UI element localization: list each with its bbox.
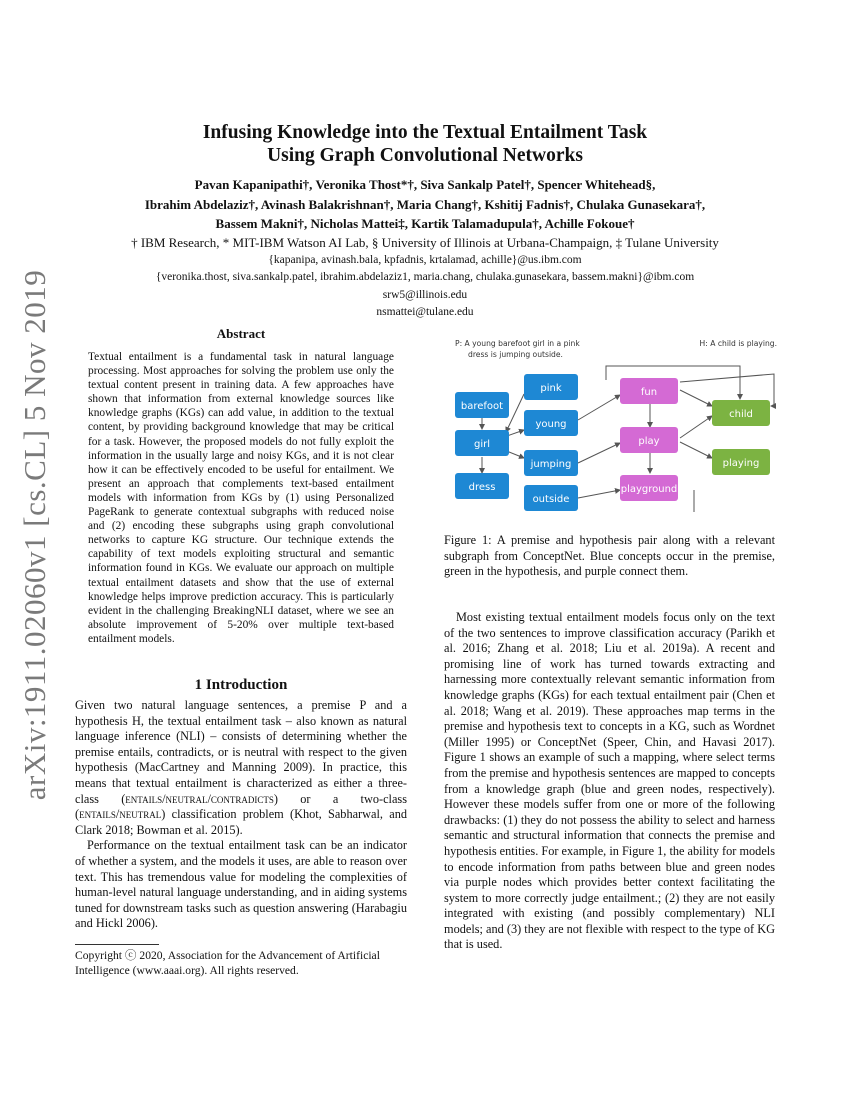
figure-premise-label: P: A young barefoot girl in a pink xyxy=(455,339,580,348)
edge-play-child xyxy=(680,416,712,438)
node-fun-label: fun xyxy=(640,387,658,398)
title-line-1: Infusing Knowledge into the Textual Entailment Task xyxy=(202,122,648,143)
copyright-footnote: Copyright ⓒ 2020, Association for the Advancement of Artificial Intelligence (www.aaai.org). All rights reserved. xyxy=(75,949,380,977)
authors-line-3: Bassem Makni†, Nicholas Mattei‡, Kartik Talamadupula†, Achille Fokoue† xyxy=(215,216,635,231)
affiliations xyxy=(75,234,775,322)
footnote-rule xyxy=(75,944,159,945)
edge-fun-child xyxy=(680,390,712,406)
right-column-body xyxy=(444,610,775,953)
arxiv-sidebar xyxy=(10,269,60,801)
node-play-label: play xyxy=(638,436,660,447)
author-list xyxy=(75,175,775,234)
figure-premise-label-2: dress is jumping outside. xyxy=(468,350,563,359)
abstract-heading: Abstract xyxy=(216,326,266,341)
edge-outside-playground xyxy=(578,490,620,498)
email-line-4: nsmattei@tulane.edu xyxy=(376,306,474,318)
edge-young-fun xyxy=(578,395,620,420)
intro-p1-classes-three: entails/neutral/contradicts xyxy=(125,791,274,806)
authors-line-2: Ibrahim Abdelaziz†, Avinash Balakrishnan†, Maria Chang†, Kshitij Fadnis†, Chulaka Gunasekara†, xyxy=(144,196,706,212)
intro-p1-text-c: ) classification problem (Khot, Sabharwal, and Clark 2018; Bowman et al. 2015). xyxy=(75,807,407,837)
edge-jumping-play xyxy=(578,443,620,463)
edge-play-playing xyxy=(680,442,712,458)
node-pink-label: pink xyxy=(540,383,562,394)
intro-paragraph-2: Performance on the textual entailment task can be an indicator of whether a system, and the models it uses, are able to reason over text. This has tremendous value for modeling the complexities of human-level natural language understanding, and in aiding systems tuned for downstream tasks such as question answering (Harabagiu and Hickl 2006). xyxy=(75,838,407,931)
right-paragraph-1: Most existing textual entailment models focus only on the text of the two sentences to improve classification accuracy (Parikh et al. 2016; Zhang et al. 2018; Liu et al. 2019a). A recent and promising line of work has turned towards extracting and harnessing more contextually relevant semantic information from knowledge graphs (KGs) for each textual entailment pair (Chen et al. 2018; Wang et al. 2019). These approaches map terms in the premise and hypothesis text to concepts in a KG, such as Wordnet (Miller 1995) or ConceptNet (Speer, Chin, and Havasi 2017). Figure 1 shows an example of such a mapping, where select terms from the premise and hypothesis sentences are mapped to concepts from a knowledge graph (blue and green nodes, respectively). However these models suffer from one or more of the following drawbacks: (1) they do not possess the ability to select and harness semantic and structural information that connects the premise and hypothesis entities. For example, in Figure 1, the ability for models to encode information from paths between blue and green nodes via purple nodes which provides better context facilitating the system to more correctly judge entailment.; (2) they are not easily integrated with existing (and possibly complementary) NLI models; and (3) they are not flexible with respect to the type of KG that is used. xyxy=(444,610,775,952)
node-barefoot-label: barefoot xyxy=(460,401,504,412)
intro-p1-classes-two: entails/neutral xyxy=(79,807,162,822)
intro-p1-text-b: ) or a two-class ( xyxy=(75,791,408,822)
figure-hypothesis-label: H: A child is playing. xyxy=(699,339,777,348)
introduction-body xyxy=(75,698,407,932)
arxiv-identifier: arXiv:1911.02060v1 [cs.CL] 5 Nov 2019 xyxy=(17,269,52,801)
node-dress-label: dress xyxy=(468,482,496,493)
node-girl-label: girl xyxy=(473,439,491,450)
title-line-2: Using Graph Convolutional Networks xyxy=(267,145,583,166)
email-line-2: {veronika.thost, siva.sankalp.patel, ibrahim.abdelaziz1, maria.chang, chulaka.gunasekara, bassem.makni}@ibm.com xyxy=(155,271,695,283)
paper-title xyxy=(75,121,775,167)
abstract-text: Textual entailment is a fundamental task in natural language processing. Most approaches for solving the problem use only the textual content present in training data. A few approaches have shown that information from external knowledge sources like knowledge graphs (KGs) can add value, in addition to the textual content, by providing background knowledge that may be critical for a task. However, the proposed models do not fully exploit the information in the usually large and noisy KGs, and it is not clear how it can be effectively encoded to be useful for entailment. We present an approach that complements text-based entailment models with information from KGs by (1) using Personalized PageRank to generate contextual subgraphs with reduced noise and (2) encoding these subgraphs using graph convolutional networks to capture KG structure. Our technique extends the capability of text models exploiting structural and semantic information found in KGs. We evaluate our approach on multiple textual entailment datasets and show that the use of external knowledge helps improve prediction accuracy. This is particularly evident in the challenging BreakingNLI dataset, where we see an absolute improvement of 5-20% over multiple text-based entailment models. xyxy=(88,351,394,645)
node-child-label: child xyxy=(729,409,753,420)
node-jumping-label: jumping xyxy=(530,459,572,470)
node-playing-label: playing xyxy=(722,458,760,469)
figure-1-graph xyxy=(444,334,784,512)
affiliation-line: † IBM Research, * MIT-IBM Watson AI Lab, § University of Illinois at Urbana-Champaign, ‡ Tulane University xyxy=(131,235,719,250)
intro-paragraph-1 xyxy=(75,698,407,838)
figure-1-caption: Figure 1: A premise and hypothesis pair along with a relevant subgraph from ConceptNet. Blue concepts occur in the premise, green in the hypothesis, and purple connect them. xyxy=(444,533,775,579)
email-line-1: {kapanipa, avinash.bala, kpfadnis, krtalamad, achille}@us.ibm.com xyxy=(268,253,582,266)
node-young-label: young xyxy=(535,419,567,430)
introduction-heading: 1 Introduction xyxy=(194,677,288,693)
authors-line-1: Pavan Kapanipathi†, Veronika Thost*†, Siva Sankalp Patel†, Spencer Whitehead§, xyxy=(194,177,656,192)
node-outside-label: outside xyxy=(532,494,570,505)
email-line-3: srw5@illinois.edu xyxy=(382,288,468,301)
intro-p1-text-a: Given two natural language sentences, a premise P and a hypothesis H, the textual entailment task – also known as natural language inference (NLI) – consists of determining whether the premise entails, contradicts, or is neutral with respect to the given hypothesis (MacCartney and Manning 2009). In practice, this means that textual entailment is characterized as either a three-class ( xyxy=(75,698,407,806)
node-playground-label: playground xyxy=(620,484,678,495)
